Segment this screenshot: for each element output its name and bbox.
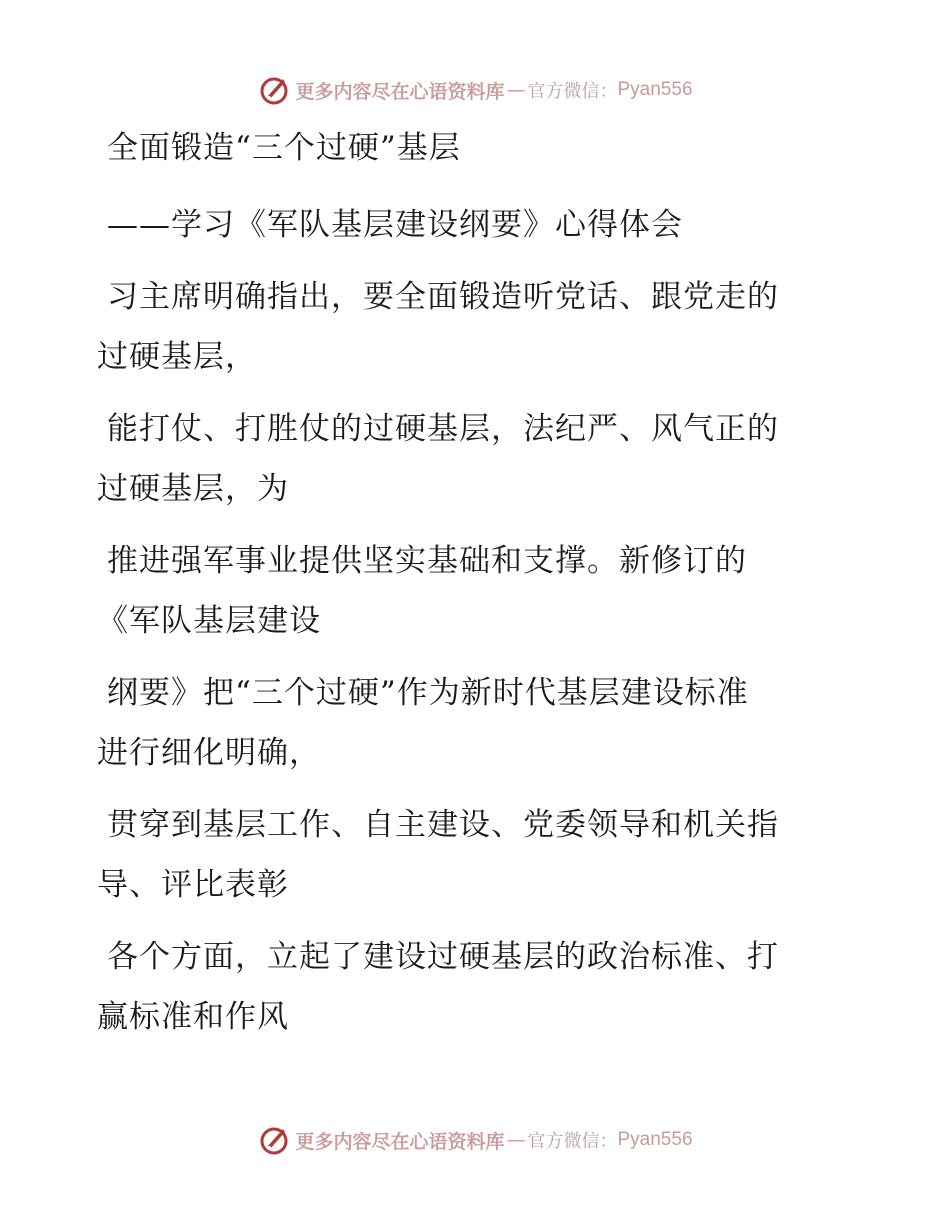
paragraph-line: 各个方面，立起了建设过硬基层的政治标准、打 (107, 939, 779, 975)
paragraph-line: 赢标准和作风 (97, 999, 289, 1035)
paragraph-line: 过硬基层， (97, 339, 257, 375)
banner-wechat-id: Pyan556 (617, 1129, 693, 1150)
quill-logo-icon (257, 73, 291, 107)
banner-wechat-id: Pyan556 (617, 79, 693, 100)
banner-main-text: 更多内容尽在心语资料库 (295, 80, 505, 103)
paragraph-line: 《军队基层建设 (97, 603, 321, 639)
paragraph-line: 进行细化明确， (97, 735, 321, 771)
banner-label: 官方微信： (527, 1131, 618, 1152)
doc-subtitle: ——学习《军队基层建设纲要》心得体会 (107, 207, 683, 243)
doc-title: 全面锻造“三个过硬”基层 (107, 130, 461, 166)
quill-logo-icon (257, 1123, 291, 1157)
banner-main-text: 更多内容尽在心语资料库 (295, 1130, 505, 1153)
paragraph-line: 过硬基层，为 (97, 471, 289, 507)
document-body (97, 118, 837, 1047)
banner-separator: — (506, 1129, 526, 1151)
footer-watermark-banner (0, 1120, 950, 1160)
paragraph-line: 导、评比表彰 (97, 867, 289, 903)
paragraph-line: 推进强军事业提供坚实基础和支撑。新修订的 (107, 543, 747, 579)
paragraph-line: 习主席明确指出，要全面锻造听党话、跟党走的 (107, 279, 779, 315)
paragraph-line: 纲要》把“三个过硬”作为新时代基层建设标准 (107, 675, 749, 711)
header-watermark-banner (0, 70, 950, 110)
banner-label: 官方微信： (527, 81, 618, 102)
paragraph-line: 能打仗、打胜仗的过硬基层，法纪严、风气正的 (107, 411, 779, 447)
banner-separator: — (506, 79, 526, 101)
paragraph-line: 贯穿到基层工作、自主建设、党委领导和机关指 (107, 807, 779, 843)
